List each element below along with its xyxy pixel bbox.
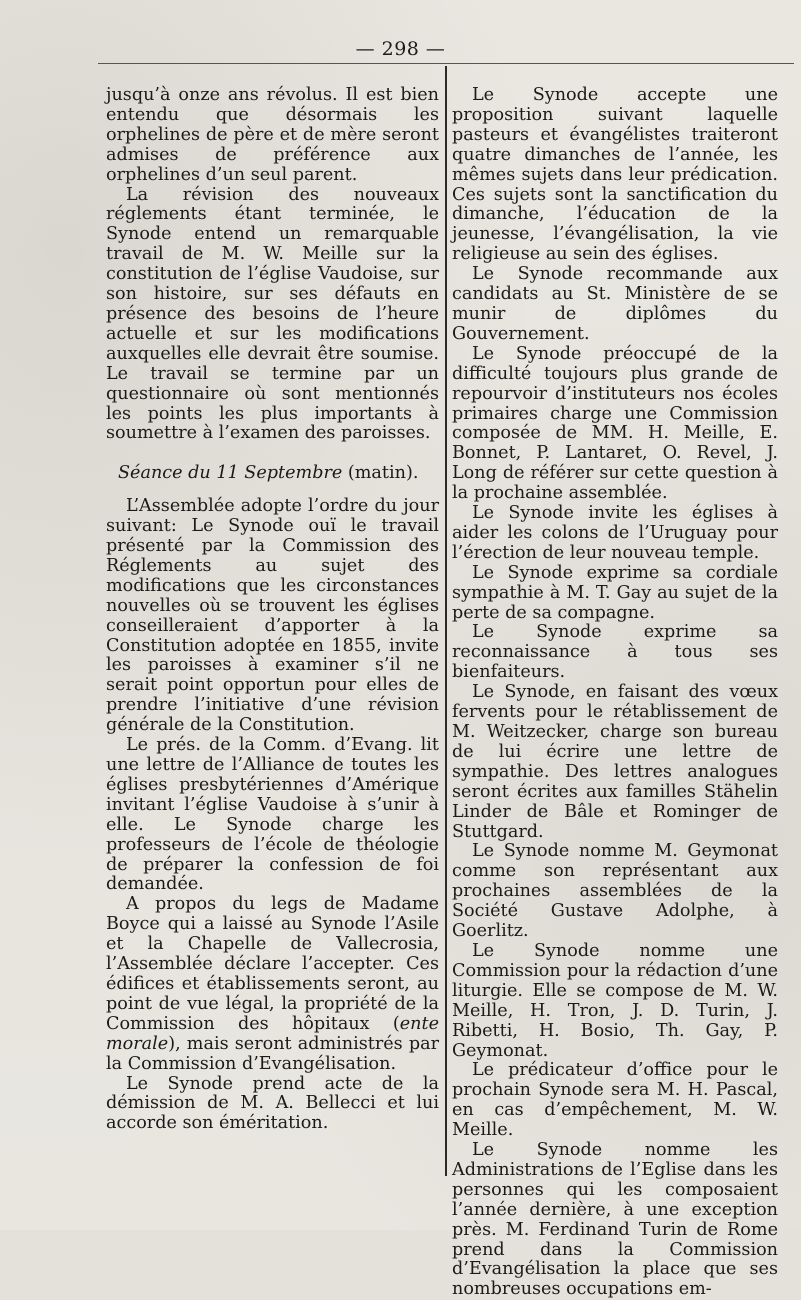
paragraph: Le prédicateur d’office pour le prochain Synode sera M. H. Pascal, en cas d’empêchement, M. W. Meille. bbox=[452, 1060, 778, 1141]
paragraph: Le prés. de la Comm. d’Evang. lit une lettre de l’Alliance de toutes les églises presbytériennes d’Amérique invitant l’église Vaudoise à s’unir à elle. Le Synode charge les professeurs de l’école de théologie de préparer la confession de foi demandée. bbox=[106, 735, 439, 895]
column-divider bbox=[445, 66, 447, 1176]
paragraph: jusqu’à onze ans révolus. Il est bien entendu que désormais les orphelines de père et de mère seront admises de préférence aux orphelines d’un seul parent. bbox=[106, 85, 439, 185]
paragraph: Le Synode, en faisant des vœux fervents pour le rétablissement de M. Weitzecker, charge son bureau de lui écrire une lettre de sympathie. Des lettres analogues seront écrites aux familles Stähelin Linder de Bâle et Rominger de Stuttgard. bbox=[452, 682, 778, 842]
paragraph: La révision des nouveaux réglements étant terminée, le Synode entend un remarquable travail de M. W. Meille sur la constitution de l’église Vaudoise, sur son histoire, sur ses défauts en présence des besoins de l’heure actuelle et sur les modifications auxquelles elle devrait être soumise. Le travail se termine par un questionnaire où sont mentionnés les points les plus importants à soumettre à l’examen des paroisses. bbox=[106, 184, 439, 444]
paragraph: Le Synode prend acte de la démission de M. A. Bellecci et lui accorde son éméritation. bbox=[106, 1073, 439, 1134]
legs-text-start: A propos du legs de Madame Boyce qui a laissé au Synode l’Asile et la Chapelle de Vallecrosia, l’Assemblée déclare l’accepter. Ces édifices et établissements seront, au point de vue légal, la propriété de la Commission des hôpitaux ( bbox=[106, 894, 439, 1034]
paragraph: Le Synode recommande aux candidats au St. Ministère de se munir de diplômes du Gouvernement. bbox=[452, 264, 778, 344]
paragraph: Le Synode exprime sa reconnaissance à tous ses bienfaiteurs. bbox=[452, 622, 778, 683]
paragraph: Le Synode nomme une Commission pour la rédaction d’une liturgie. Elle se compose de M. W. Meille, H. Tron, J. D. Turin, J. Ribetti, H. Bosio, Th. Gay, P. Geymonat. bbox=[452, 940, 778, 1061]
paragraph: Le Synode invite les églises à aider les colons de l’Uruguay pour l’érection de leur nouveau temple. bbox=[452, 503, 778, 563]
left-column bbox=[106, 86, 439, 1134]
paragraph: Le Synode préoccupé de la difficulté toujours plus grande de repourvoir d’instituteurs nos écoles primaires charge une Commission composée de MM. H. Meille, E. Bonnet, P. Lantaret, O. Revel, J. Long de référer sur cette question à la prochaine assemblée. bbox=[452, 343, 778, 504]
paragraph: Le Synode accepte une proposition suivant laquelle pasteurs et évangélistes traiteront quatre dimanches de l’année, les mêmes sujets dans leur prédication. Ces sujets sont la sanctification du dimanche, l’éducation de la jeunesse, l’évangélisation, la vie religieuse au sein des églises. bbox=[452, 85, 778, 265]
paragraph: L’Assemblée adopte l’ordre du jour suivant: Le Synode ouï le travail présenté par la Commission des Réglements au sujet des modifications que les circonstances nouvelles où se trouvent les églises conseilleraient d’apporter à la Constitution adoptée en 1855, invite les paroisses à examiner s’il ne serait point opportun pour elles de prendre l’initiative d’une révision générale de la Constitution. bbox=[106, 496, 439, 736]
page-number: — 298 — bbox=[355, 38, 446, 60]
paragraph: Le Synode nomme les Administrations de l’Eglise dans les personnes qui les composaient l’année dernière, à une exception près. M. Ferdinand Turin de Rome prend dans la Commission d’Evangélisation la place que ses nombreuses occupations em- bbox=[452, 1140, 778, 1300]
section-heading bbox=[106, 464, 439, 484]
header-rule bbox=[98, 63, 794, 64]
paragraph: Le Synode exprime sa cordiale sympathie à M. T. Gay au sujet de la perte de sa compagne. bbox=[452, 562, 778, 623]
paragraph: Le Synode nomme M. Geymonat comme son représentant aux prochaines assemblées de la Société Gustave Adolphe, à Goerlitz. bbox=[452, 841, 778, 942]
right-column bbox=[452, 86, 778, 1300]
legs-text-italic: ente morale bbox=[106, 1013, 439, 1054]
legs-text-end: ), mais seront administrés par la Commission d’Evangélisation. bbox=[106, 1033, 439, 1074]
section-heading-date: Séance du 11 Septembre bbox=[118, 463, 343, 484]
paragraph-legs bbox=[106, 895, 439, 1074]
section-heading-suffix: (matin). bbox=[342, 463, 419, 484]
